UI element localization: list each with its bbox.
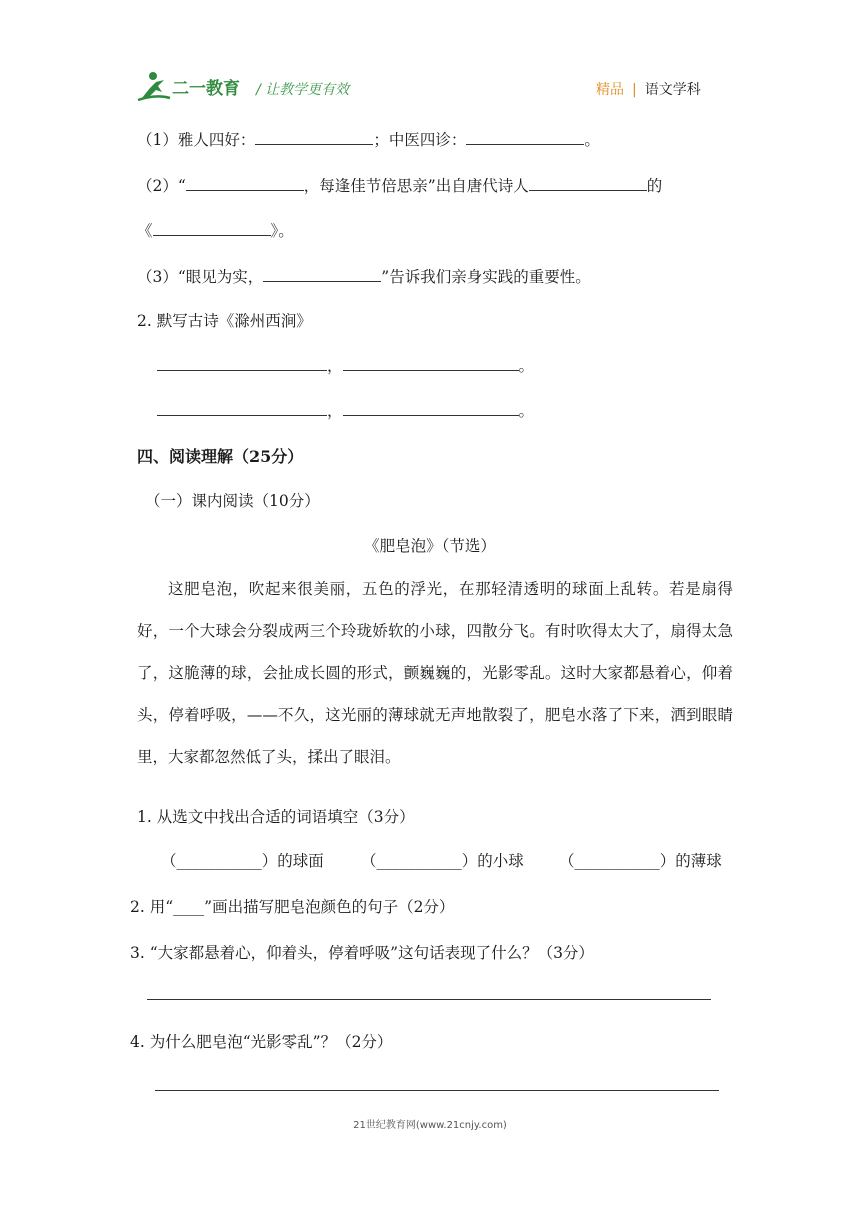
poem-line-2: ， 。: [157, 399, 534, 421]
question-1: 1. 从选文中找出合适的词语填空（3分）: [137, 808, 415, 826]
answer-line-3[interactable]: [147, 999, 711, 1000]
question-1-3: （3）“眼见为实， ”告诉我们亲身实践的重要性。: [137, 268, 591, 286]
runner-icon: [136, 68, 246, 104]
blank[interactable]: [529, 176, 647, 191]
footer: 21世纪教育网(www.21cnjy.com): [353, 1120, 507, 1131]
brand-logo: [136, 68, 246, 104]
quality-tag: 精品: [596, 82, 624, 98]
question-2-title: 2. 默写古诗《滁州西涧》: [137, 312, 312, 330]
question-1-2-cont: 《 》。: [137, 222, 294, 240]
logo-text: 二一教育: [172, 79, 240, 99]
blank[interactable]: [157, 356, 327, 371]
question-1-1: （1）雅人四好： ；中医四诊： 。: [137, 131, 600, 149]
passage-text: 这肥皂泡，吹起来很美丽，五色的浮光，在那轻清透明的球面上乱转。若是扇得好，一个大球会分裂成两三个玲珑娇软的小球，四散分飞。有时吹得太大了，扇得太急了，这脆薄的球，会扯成长圆的形式，颤巍巍的，光影零乱。这时大家都悬着心，仰着头，停着呼吸，——不久，这光丽的薄球就无声地散裂了，肥皂水落了下来，洒到眼睛里，大家都忽然低了头，揉出了眼泪。: [137, 580, 733, 766]
slogan: / 让教学更有效: [256, 82, 350, 98]
blank[interactable]: [186, 176, 304, 191]
subsection-title: （一）课内阅读（10分）: [145, 492, 320, 510]
header-subject: [596, 79, 701, 99]
blank[interactable]: [343, 401, 519, 416]
section-title: 四、阅读理解（25分）: [137, 447, 304, 466]
fill-blank-1[interactable]: （___________）的球面: [161, 852, 324, 870]
question-4: 4. 为什么肥皂泡“光影零乱”？（2分）: [130, 1033, 393, 1051]
blank[interactable]: [255, 130, 373, 145]
question-3: 3. “大家都悬着心，仰着头，停着呼吸”这句话表现了什么？（3分）: [130, 944, 594, 962]
question-1-2: （2）“ ，每逢佳节倍思亲”出自唐代诗人 的: [137, 177, 663, 195]
question-2: 2. 用“____”画出描写肥皂泡颜色的句子（2分）: [130, 898, 455, 916]
blank[interactable]: [466, 130, 584, 145]
answer-line-4[interactable]: [155, 1090, 719, 1091]
blank[interactable]: [153, 221, 271, 236]
poem-line-1: ， 。: [157, 354, 534, 376]
fill-blank-3[interactable]: （___________）的薄球: [559, 852, 722, 870]
header-separator: |: [632, 82, 637, 98]
fill-blank-2[interactable]: （___________）的小球: [361, 852, 524, 870]
blank[interactable]: [263, 267, 381, 282]
passage-title: 《肥皂泡》（节选）: [364, 537, 496, 555]
blank[interactable]: [343, 356, 519, 371]
blank[interactable]: [157, 401, 327, 416]
subject-label: 语文学科: [644, 82, 701, 98]
